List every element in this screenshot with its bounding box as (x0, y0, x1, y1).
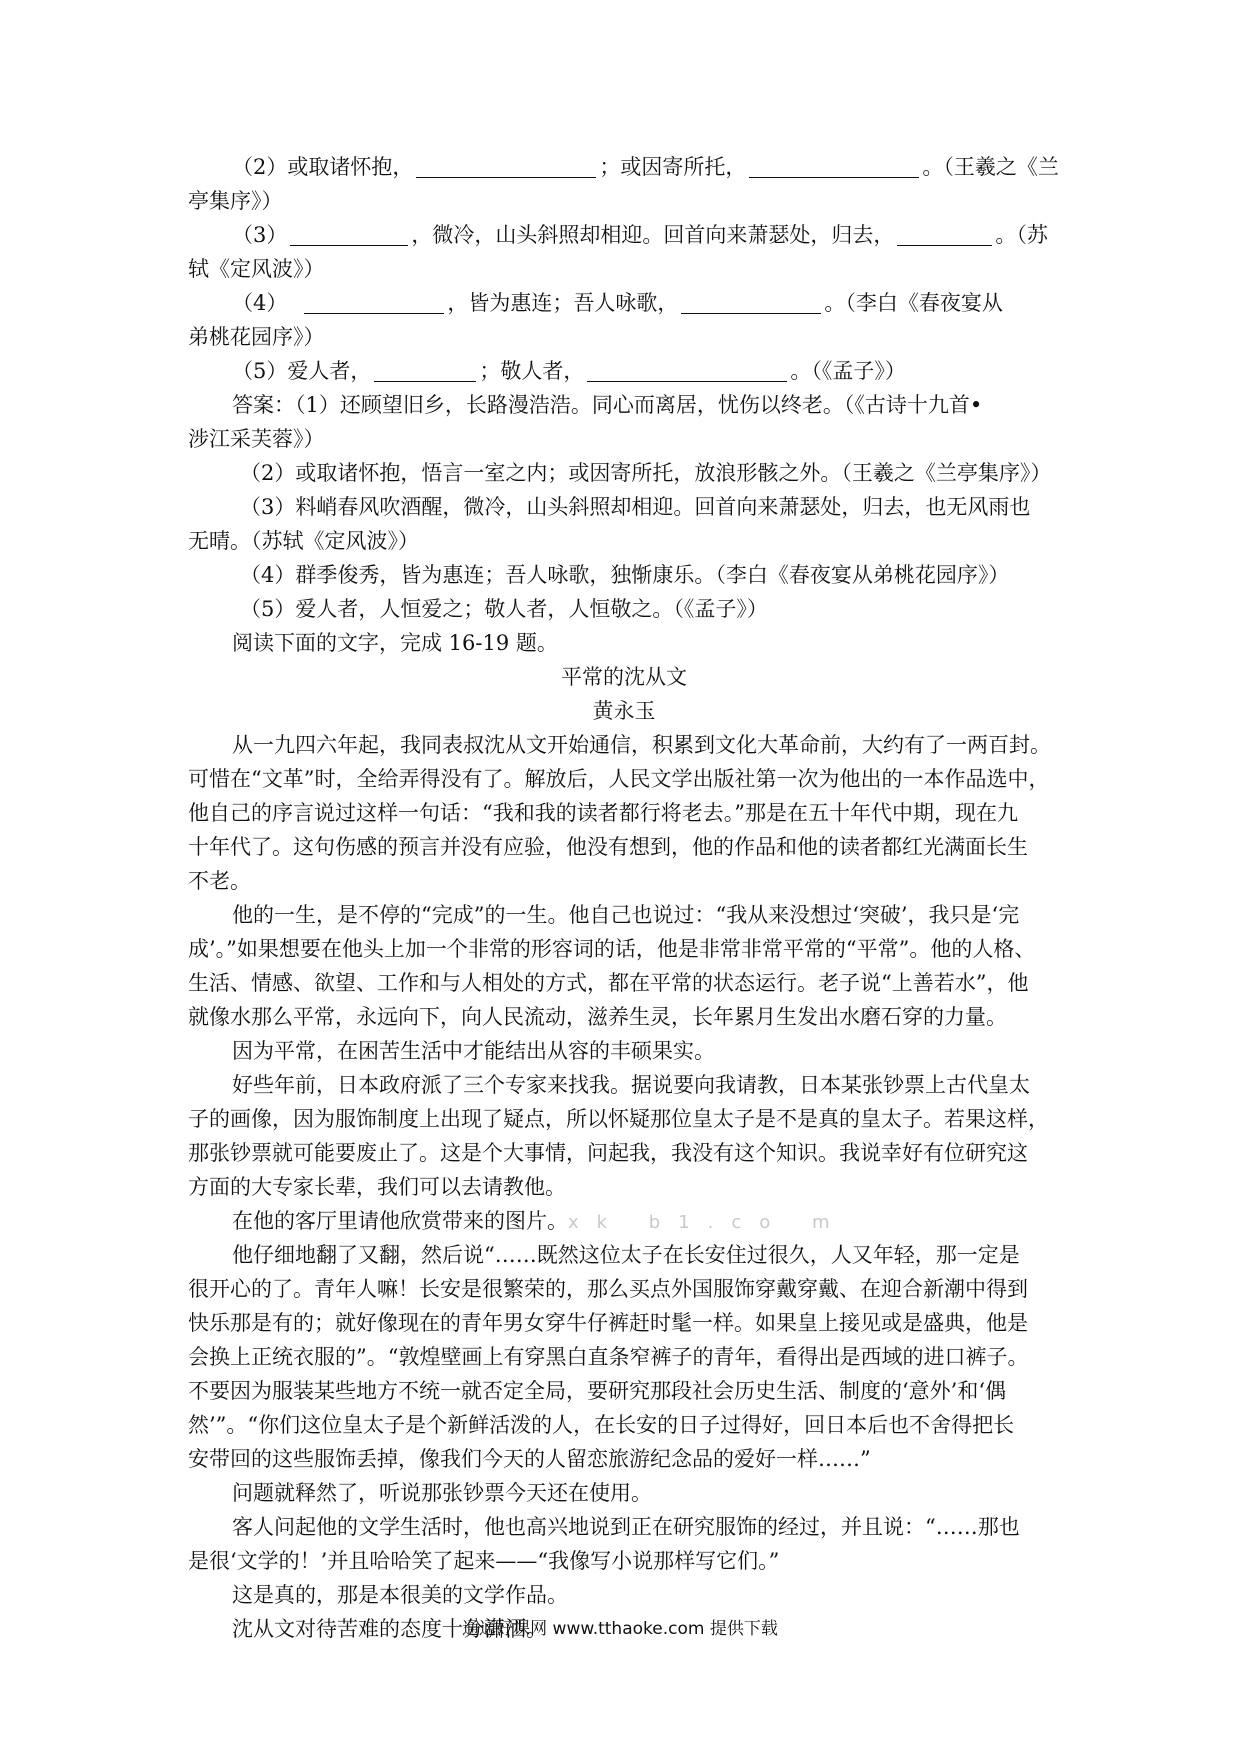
question-4-cont: 弟桃花园序》） (188, 325, 325, 349)
answer-blank (374, 359, 476, 382)
watermark-text: xk b1.co m (568, 1212, 848, 1233)
answer-blank (290, 223, 408, 246)
article-line: 很开心的了。青年人嘛！长安是很繁荣的，那么买点外国服饰穿戴穿戴、在迎合新潮中得到 (188, 1277, 1028, 1301)
answer-blank (587, 359, 787, 382)
question-text: 。（李白《春夜宴从 (824, 291, 1003, 315)
question-2-cont: 亭集序》） (188, 189, 283, 213)
article-line: 他自己的序言说过这样一句话：“我和我的读者都行将老去。”那是在五十年代中期，现在九 (188, 801, 1018, 825)
question-text: 。（苏 (995, 223, 1048, 247)
question-5-line (188, 354, 1060, 388)
article-line: 十年代了。这句伤感的预言并没有应验，他没有想到，他的作品和他的读者都红光满面长生 (188, 835, 1028, 859)
document-page (188, 150, 1060, 1646)
article-line: 因为平常，在困苦生活中才能结出从容的丰硕果实。 (232, 1039, 715, 1063)
article-line: 方面的大专家长辈，我们可以去请教他。 (188, 1175, 566, 1199)
answer-blank (897, 223, 992, 246)
article-author: 黄永玉 (592, 699, 656, 723)
question-text: ，皆为惠连；吾人咏歌， (447, 291, 679, 315)
article-line: 不老。 (188, 869, 251, 893)
article-line: 然’”。“你们这位皇太子是个新鲜活泼的人，在长安的日子过得好，回日本后也不舍得把长 (188, 1413, 1015, 1437)
answer-3-line1: （3）料峭春风吹酒醒，微冷，山头斜照却相迎。回首向来萧瑟处，归去，也无风雨也 (240, 495, 1031, 519)
page-footer: 通通好课网 www.tthaoke.com 提供下载 (462, 1619, 778, 1639)
article-line-with-watermark (188, 1204, 1060, 1238)
article-line: 从一九四六年起，我同表叔沈从文开始通信，积累到文化大革命前，大约有了一两百封。 (232, 733, 1051, 757)
question-3-cont: 轼《定风波》） (188, 257, 325, 281)
article-line: 生活、情感、欲望、工作和与人相处的方式，都在平常的状态运行。老子说“上善若水”，他 (188, 971, 1029, 995)
article-text: 在他的客厅里请他欣赏带来的图片。 (232, 1209, 568, 1233)
article-line: 那张钞票就可能要废止了。这是个大事情，问起我，我没有这个知识。我说幸好有位研究这 (188, 1141, 1028, 1165)
question-text: 。（王羲之《兰 (922, 155, 1059, 179)
answer-2: （2）或取诸怀抱，悟言一室之内；或因寄所托，放浪形骸之外。（王羲之《兰亭集序》） (240, 461, 1052, 485)
article-line: 可惜在“文革”时，全给弄得没有了。解放后，人民文学出版社第一次为他出的一本作品选中， (188, 767, 1050, 791)
article-line: 好些年前，日本政府派了三个专家来找我。据说要向我请教，日本某张钞票上古代皇太 (232, 1073, 1030, 1097)
question-2-line (188, 150, 1060, 184)
question-text: 。（《孟子》） (790, 359, 906, 383)
article-title: 平常的沈从文 (561, 665, 687, 689)
article-line: 就像水那么平常，永远向下，向人民流动，滋养生灵，长年累月生发出水磨石穿的力量。 (188, 1005, 1007, 1029)
question-4-line (188, 286, 1060, 320)
question-text: （2）或取诸怀抱， (232, 155, 414, 179)
answer-5: （5）爱人者，人恒爱之；敬人者，人恒敬之。（《孟子》） (240, 597, 768, 621)
article-line: 安带回的这些服饰丢掉，像我们今天的人留恋旅游纪念品的爱好一样……” (188, 1447, 871, 1471)
article-line: 子的画像，因为服饰制度上出现了疑点，所以怀疑那位皇太子是不是真的皇太子。若果这样， (188, 1107, 1049, 1131)
article-line: 不要因为服装某些地方不统一就否定全局，要研究那段社会历史生活、制度的‘意外’和‘偶 (188, 1379, 1007, 1403)
answer-blank (304, 291, 444, 314)
article-line: 沈从文对待苦难的态度十分潇洒。 (232, 1617, 547, 1641)
article-line: 这是真的，那是本很美的文学作品。 (232, 1583, 568, 1607)
article-line: 他仔细地翻了又翻，然后说“……既然这位太子在长安住过很久，人又年轻，那一定是 (232, 1243, 1020, 1267)
question-text: ；敬人者， (479, 359, 585, 383)
reading-instruction: 阅读下面的文字，完成 16-19 题。 (232, 631, 558, 655)
article-line: 会换上正统衣服的”。“敦煌壁画上有穿黑白直条窄裤子的青年，看得出是西域的进口裤子。 (188, 1345, 1029, 1369)
question-text: （5）爱人者， (232, 359, 372, 383)
answer-blank (681, 291, 821, 314)
question-text: ；或因寄所托， (599, 155, 747, 179)
answer-blank (749, 155, 919, 178)
article-line: 他的一生，是不停的“完成”的一生。他自己也说过：“我从来没想过‘突破’，我只是‘完 (232, 903, 1020, 927)
question-3-line (188, 218, 1060, 252)
answer-1-line1: 答案：（1）还顾望旧乡，长路漫浩浩。同心而离居，忧伤以终老。（《古诗十九首• (232, 393, 983, 417)
article-line: 是很‘文学的！’并且哈哈笑了起来——“我像写小说那样写它们。” (188, 1549, 780, 1573)
article-line: 成’。”如果想要在他头上加一个非常的形容词的话，他是非常非常平常的“平常”。他的人格、 (188, 937, 1036, 961)
answer-1-line2: 涉江采芙蓉》） (188, 427, 325, 451)
article-line: 问题就释然了，听说那张钞票今天还在使用。 (232, 1481, 652, 1505)
answer-3-line2: 无晴。（苏轼《定风波》） (188, 529, 419, 553)
question-text: （4） (232, 291, 288, 315)
article-line: 客人问起他的文学生活时，他也高兴地说到正在研究服饰的经过，并且说：“……那也 (232, 1515, 1020, 1539)
answer-4: （4）群季俊秀，皆为惠连；吾人咏歌，独惭康乐。（李白《春夜宴从弟桃花园序》） (240, 563, 1010, 587)
question-text: ，微冷，山头斜照却相迎。回首向来萧瑟处，归去， (411, 223, 895, 247)
question-text: （3） (232, 223, 288, 247)
answer-blank (416, 155, 596, 178)
article-line: 快乐那是有的；就好像现在的青年男女穿牛仔裤赶时髦一样。如果皇上接见或是盛典，他是 (188, 1311, 1028, 1335)
